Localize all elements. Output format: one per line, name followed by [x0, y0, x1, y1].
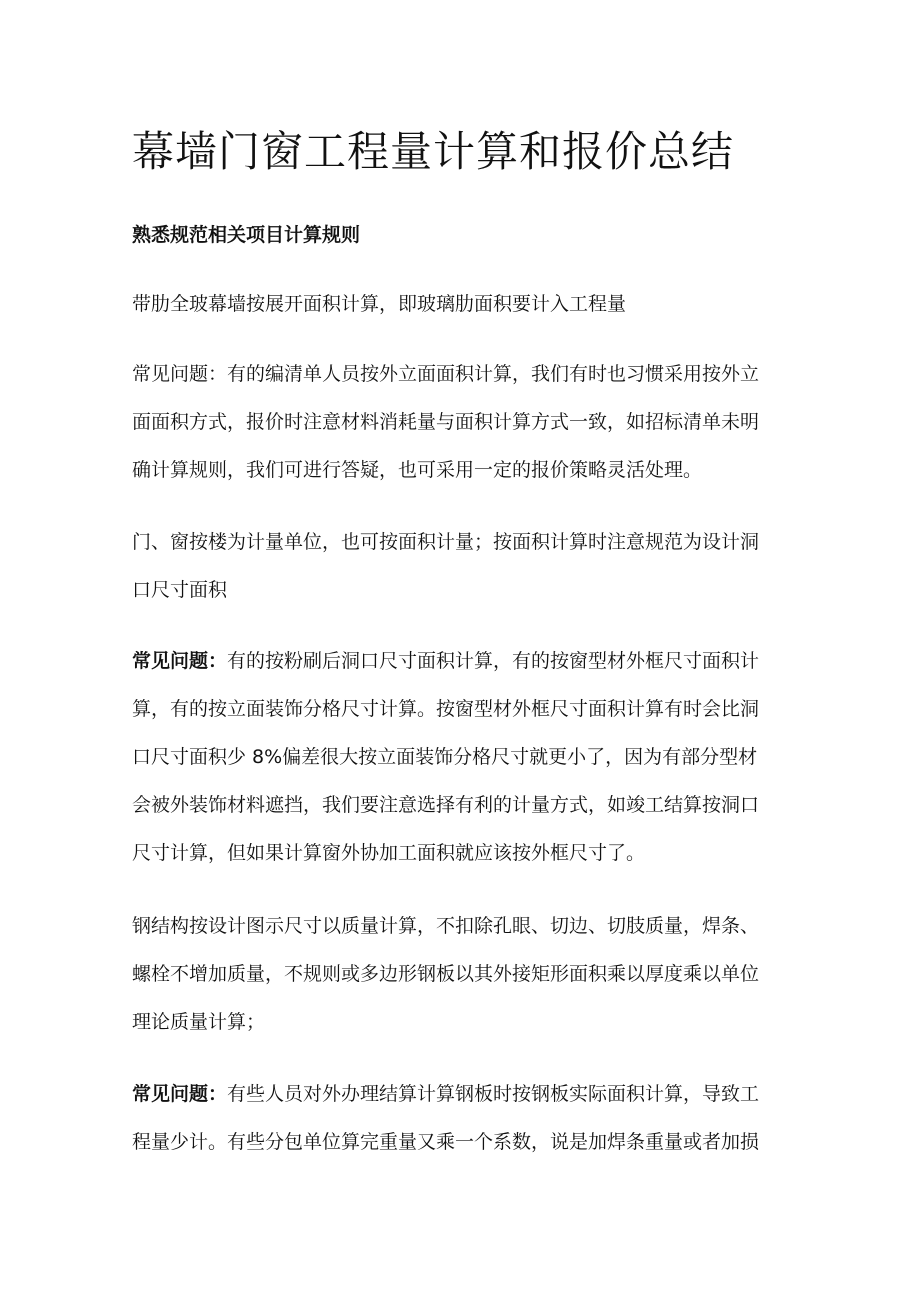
paragraph-glass-wall-rule [132, 280, 802, 328]
section-heading: 熟悉规范相关项目计算规则 [132, 224, 361, 246]
text-line: 螺栓不增加质量，不规则或多边形钢板以其外接矩形面积乘以厚度乘以单位 [132, 963, 760, 985]
common-issue-label: 常见问题： [132, 1083, 228, 1105]
text-line: 程量少计。有些分包单位算完重量又乘一个系数，说是加焊条重量或者加损 [132, 1131, 760, 1153]
text-line: 会被外装饰材料遮挡，我们要注意选择有利的计量方式，如竣工结算按洞口 [132, 794, 760, 816]
text-run: 有的按粉刷后洞口尺寸面积计算，有的按窗型材外框尺寸面积计 [227, 650, 760, 672]
common-issue-label: 常见问题： [132, 650, 228, 672]
text-line [132, 637, 802, 685]
text-line: 口尺寸面积 [132, 579, 228, 601]
paragraph-common-issue-steel-area [132, 1070, 802, 1166]
text-line: 面面积方式，报价时注意材料消耗量与面积计算方式一致，如招标清单未明 [132, 411, 760, 433]
paragraph-common-issue-window-area [132, 637, 802, 877]
paragraph-door-window-rule [132, 518, 802, 614]
text-line [132, 1070, 802, 1118]
text-run: 有些人员对外办理结算计算钢板时按钢板实际面积计算，导致工 [227, 1083, 760, 1105]
text-line: 门、窗按楼为计量单位，也可按面积计量；按面积计算时注意规范为设计洞 [132, 531, 760, 553]
document-title: 幕墙门窗工程量计算和报价总结 [132, 127, 735, 176]
text-line: 尺寸计算，但如果计算窗外协加工面积就应该按外框尺寸了。 [132, 842, 646, 864]
text-line: 理论质量计算； [132, 1011, 266, 1033]
paragraph-common-issue-wall-area [132, 350, 802, 494]
text-line: 钢结构按设计图示尺寸以质量计算，不扣除孔眼、切边、切肢质量，焊条、 [132, 915, 760, 937]
text-line: 常见问题：有的编清单人员按外立面面积计算，我们有时也习惯采用按外立 [132, 363, 760, 385]
text-line: 确计算规则，我们可进行答疑，也可采用一定的报价策略灵活处理。 [132, 459, 703, 481]
text-line: 带肋全玻幕墙按展开面积计算，即玻璃肋面积要计入工程量 [132, 293, 627, 315]
text-line: 口尺寸面积少 8%偏差很大按立面装饰分格尺寸就更小了，因为有部分型材 [132, 746, 758, 768]
paragraph-steel-structure-rule [132, 902, 802, 1046]
text-line: 算，有的按立面装饰分格尺寸计算。按窗型材外框尺寸面积计算有时会比洞 [132, 698, 760, 720]
